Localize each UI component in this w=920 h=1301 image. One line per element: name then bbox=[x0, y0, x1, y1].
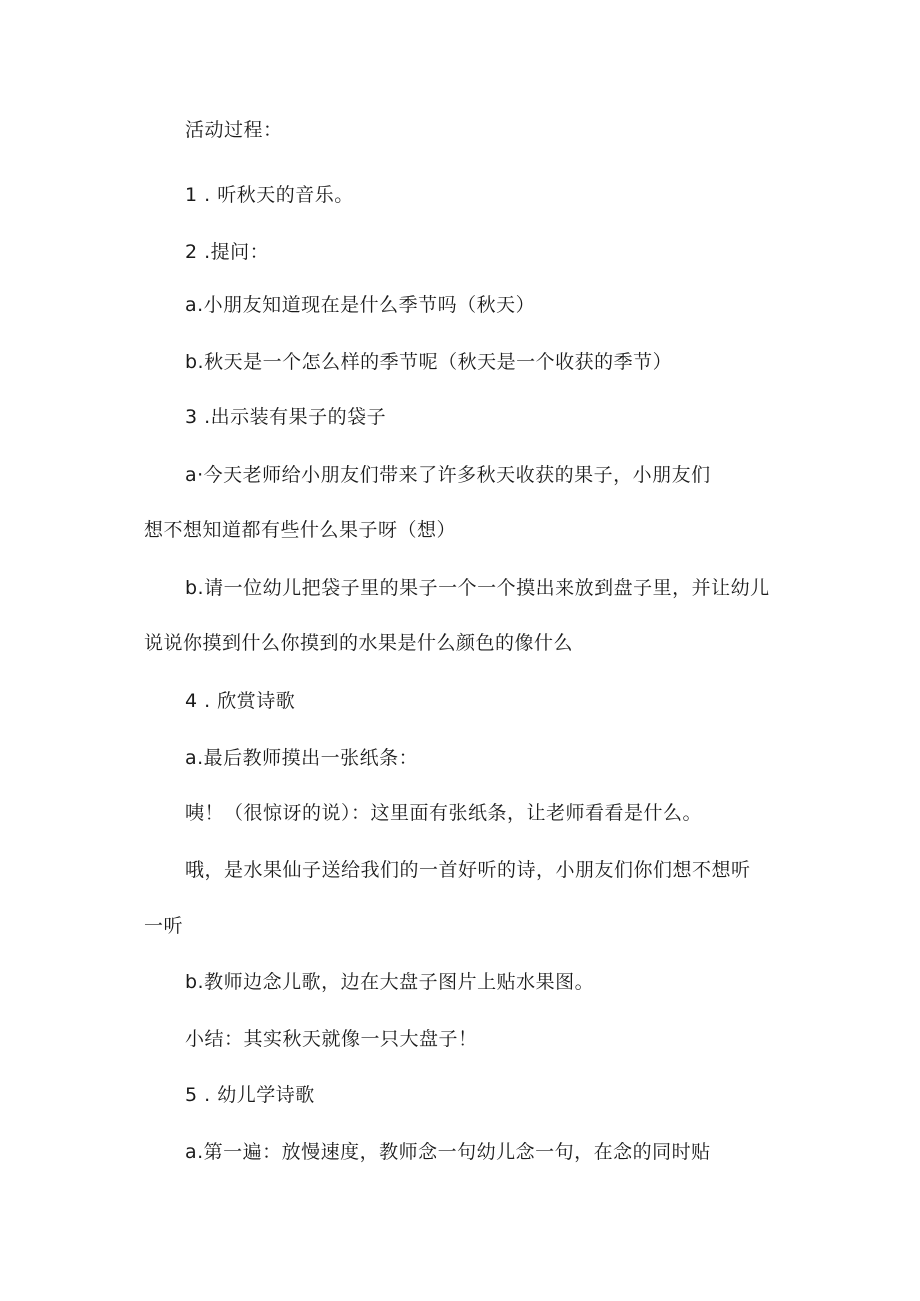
step-3a-continuation: 想不想知道都有些什么果子呀（想） bbox=[144, 519, 457, 541]
summary-line: 小结：其实秋天就像一只大盘子！ bbox=[185, 1028, 478, 1050]
step-2a-season-question: a.小朋友知道现在是什么季节吗（秋天） bbox=[185, 294, 536, 316]
step-1-listen-music: 1 . 听秋天的音乐。 bbox=[185, 184, 354, 206]
step-3a-teacher-fruits: a·今天老师给小朋友们带来了许多秋天收获的果子，小朋友们 bbox=[185, 464, 711, 486]
step-2b-season-description: b.秋天是一个怎么样的季节呢（秋天是一个收获的季节） bbox=[185, 351, 673, 373]
step-4-appreciate-poem: 4 . 欣赏诗歌 bbox=[185, 690, 296, 712]
step-4a-fairy-poem: 哦，是水果仙子送给我们的一首好听的诗，小朋友们你们想不想听 bbox=[185, 859, 751, 881]
step-2-questions: 2 .提问： bbox=[185, 241, 270, 263]
step-5-learn-poem: 5 . 幼儿学诗歌 bbox=[185, 1084, 315, 1106]
step-3-show-bag: 3 .出示装有果子的袋子 bbox=[185, 406, 387, 428]
step-4a-paper-strip: a.最后教师摸出一张纸条： bbox=[185, 747, 419, 769]
step-4a-surprised-line: 咦！（很惊讶的说）：这里面有张纸条，让老师看看是什么。 bbox=[185, 802, 703, 824]
step-4a-continuation: 一听 bbox=[144, 915, 184, 937]
step-3b-continuation: 说说你摸到什么你摸到的水果是什么颜色的像什么 bbox=[144, 632, 574, 654]
section-heading-activity-process: 活动过程： bbox=[185, 119, 283, 141]
step-3b-child-touch-fruits: b.请一位幼儿把袋子里的果子一个一个摸出来放到盘子里，并让幼儿 bbox=[185, 577, 770, 599]
step-4b-teacher-recite: b.教师边念儿歌，边在大盘子图片上贴水果图。 bbox=[185, 971, 595, 993]
step-5a-first-pass: a.第一遍：放慢速度，教师念一句幼儿念一句，在念的同时贴 bbox=[185, 1141, 711, 1163]
